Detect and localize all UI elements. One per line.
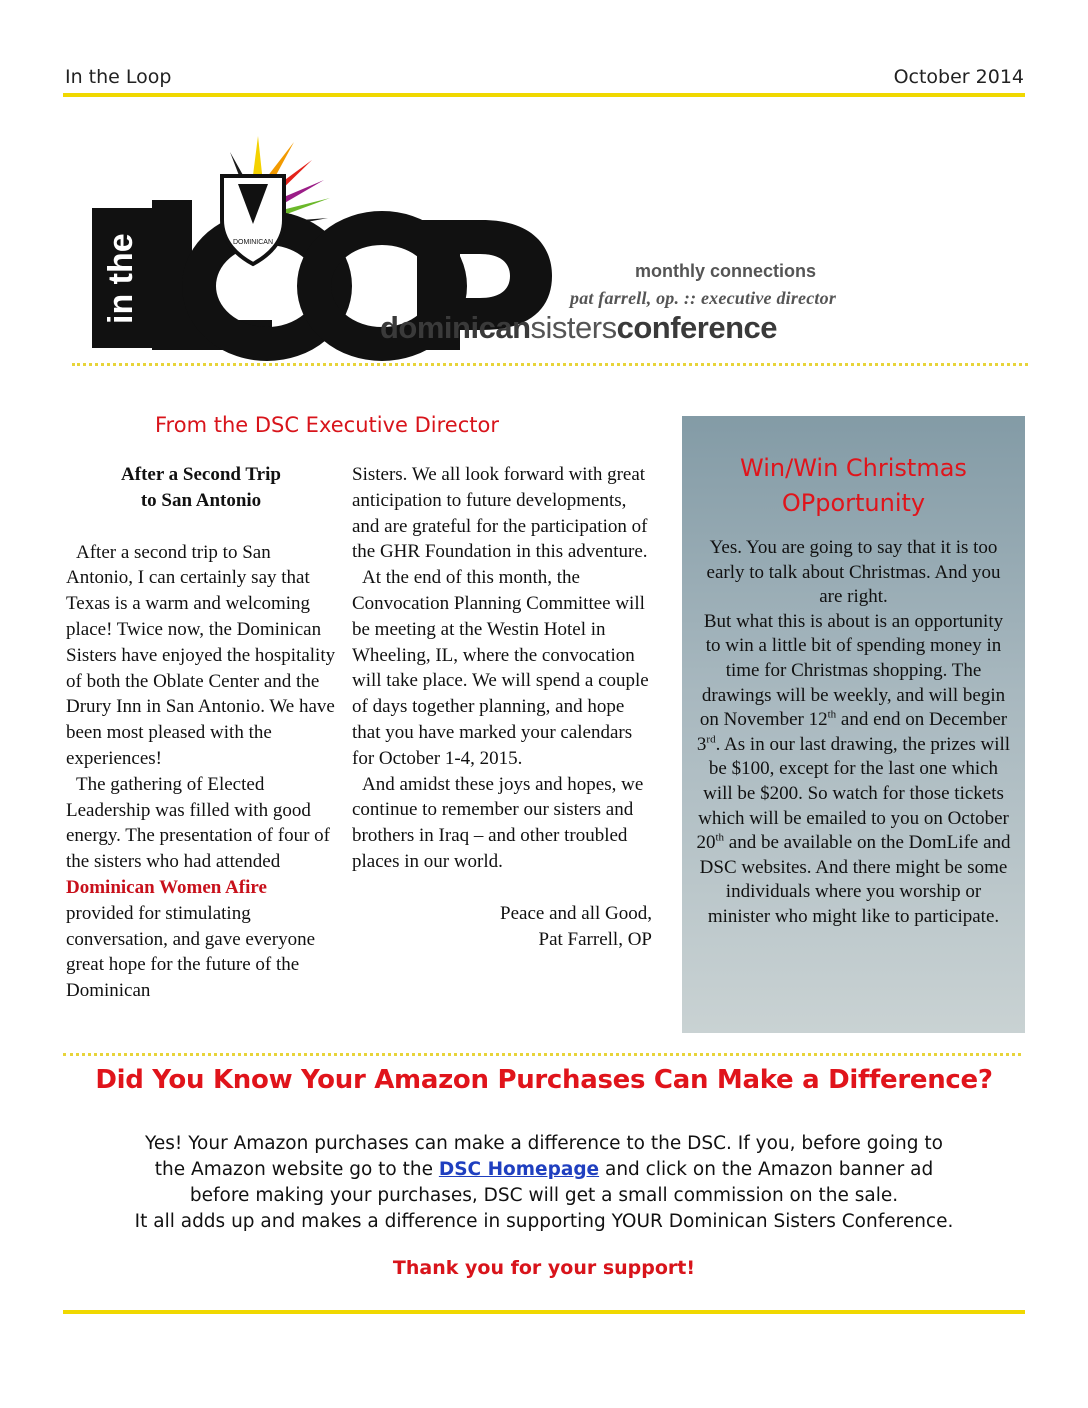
dotted-divider-top [72,363,1028,366]
article-paragraph-1: After a second trip to San Antonio, I can certainly say that Texas is a warm and welcoming place! Twice now, the Dominican Sisters have enjoyed the hospitality of both the Oblate Center and the Drury Inn in San Antonio. We have been most pleased with the experiences! [66,541,336,769]
org-conference: conference [616,310,777,345]
dotted-divider-bottom [63,1053,1021,1056]
top-rule [63,93,1025,97]
org-sisters: sisters [530,310,617,345]
subhead-line1: After a Second Trip [121,464,281,485]
s2-sup-1: th [827,708,837,721]
subhead-line2: to San Antonio [140,489,262,511]
p2-text-b: provided for stimulating conversation, and gave everyone great hope for the future of the Dominican [66,902,316,1002]
s2-sup-2: rd [706,733,716,746]
christmas-opportunity-sidebar [682,416,1025,1033]
newsletter-name: In the Loop [65,66,172,88]
s2-text-c: . As in our last drawing, the prizes will be $100, except for the last one which will be $200. So watch for those tickets which will be emailed to you on October 20 [696,733,1011,854]
logo-tagline-director: pat farrell, op. :: executive director [570,288,837,308]
amazon-line-2a: the Amazon website go to the [154,1159,439,1180]
thank-you-message: Thank you for your support! [392,1257,696,1279]
sidebar-body [696,536,1011,930]
s2-sup-3: th [715,831,725,844]
shield-text: DOMINICAN [232,239,274,246]
bottom-rule [63,1310,1025,1314]
org-dominican: dominican [380,310,531,345]
article-paragraph-2 [66,772,336,1004]
section-title-executive-director: From the DSC Executive Director [155,413,499,437]
sidebar-title [682,451,1025,521]
amazon-line-4: It all adds up and makes a difference in supporting YOUR Dominican Sisters Conference. [134,1211,954,1232]
amazon-line-2b: and click on the Amazon banner ad [599,1159,934,1180]
article-paragraph-2-cont: Sisters. We all look forward with great anticipation to future developments, and are grateful for the participation of the GHR Foundation in this adventure. [352,464,648,563]
amazon-line-1: Yes! Your Amazon purchases can make a difference to the DSC. If you, before going to [145,1133,943,1154]
logo-org-name [380,310,777,346]
signature-line1: Peace and all Good, [500,902,652,924]
sidebar-title-line1: Win/Win Christmas [740,454,967,482]
s2-text-a: But what this is about is an opportunity to win a little bit of spending money in time for Christmas shopping. The drawings will be weekly, and will begin on November 12 [699,610,1006,731]
amazon-line-2 [44,1157,1044,1183]
amazon-line-3: before making your purchases, DSC will get a small commission on the sale. [189,1185,899,1206]
s2-text-b: and end on December 3 [696,709,1008,755]
article-paragraph-3: At the end of this month, the Convocation Planning Committee will be meeting at the Westin Hotel in Wheeling, IL, where the convocation will take place. We will spend a couple of days together planning, and hope that you have marked your calendars for October 1-4, 2015. [352,567,649,769]
article-column-1 [66,462,336,1004]
dominican-women-afire-link[interactable]: Dominican Women Afire [66,876,267,898]
sidebar-paragraph-2 [696,610,1011,930]
logo-vertical-text: in the [102,233,140,324]
s2-text-d: and be available on the DomLife and DSC websites. And there might be some individuals where you worship or minister who might like to participate. [699,832,1011,927]
signature-line2: Pat Farrell, OP [538,928,652,950]
p2-text-a: The gathering of Elected Leadership was filled with good energy. The presentation of four of the sisters who had attended [66,773,330,873]
dsc-homepage-link[interactable]: DSC Homepage [438,1159,600,1180]
article-column-2 [352,462,652,952]
logo-tagline-monthly: monthly connections [635,261,817,281]
sidebar-title-line2: OPportunity [781,489,926,517]
in-the-loop-logo [62,128,862,363]
issue-date: October 2014 [893,66,1024,88]
article-signature [352,901,652,953]
article-paragraph-4: And amidst these joys and hopes, we continue to remember our sisters and brothers in Iraq – and other troubled places in our world. [352,773,644,872]
article-subhead [66,462,336,514]
sidebar-paragraph-1: Yes. You are going to say that it is too early to talk about Christmas. And you are right. [706,537,1001,608]
amazon-section-body [44,1131,1044,1235]
amazon-section-title: Did You Know Your Amazon Purchases Can Make a Difference? [95,1065,993,1095]
